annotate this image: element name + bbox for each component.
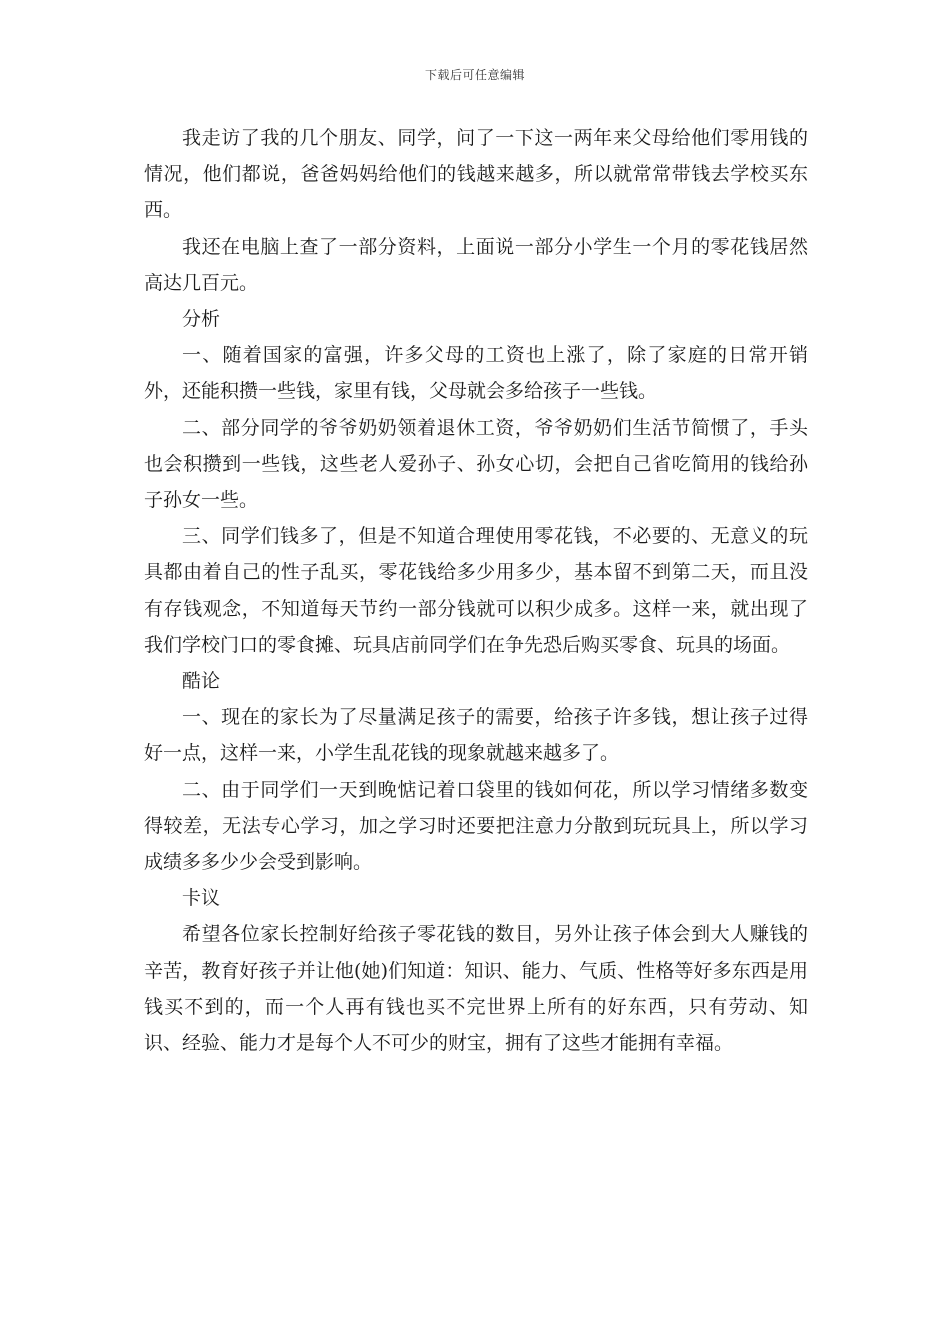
section-heading-suggestion: 卡议 bbox=[182, 887, 221, 910]
paragraph-discussion-1: 一、现在的家长为了尽量满足孩子的需要，给孩子许多钱，想让孩子过得好一点，这样一来，小学生乱花钱的现象就越来越多了。 bbox=[144, 706, 808, 765]
paragraph-survey-friends: 我走访了我的几个朋友、同学，问了一下这一两年来父母给他们零用钱的情况，他们都说，爸爸妈妈给他们的钱越来越多，所以就常常带钱去学校买东西。 bbox=[144, 127, 808, 222]
paragraph-discussion-2: 二、由于同学们一天到晚惦记着口袋里的钱如何花，所以学习情绪多数变得较差，无法专心学习，加之学习时还要把注意力分散到玩玩具上，所以学习成绩多多少少会受到影响。 bbox=[144, 778, 808, 874]
document-body bbox=[144, 120, 808, 1061]
section-heading-discussion: 酷论 bbox=[182, 670, 221, 693]
paragraph-analysis-2: 二、部分同学的爷爷奶奶领着退休工资，爷爷奶奶们生活节简惯了，手头也会积攒到一些钱，这些老人爱孙子、孙女心切，会把自己省吃简用的钱给孙子孙女一些。 bbox=[144, 416, 808, 512]
paragraph-analysis-3: 三、同学们钱多了，但是不知道合理使用零花钱，不必要的、无意义的玩具都由着自己的性子乱买，零花钱给多少用多少，基本留不到第二天，而且没有存钱观念，不知道每天节约一部分钱就可以积少成多。这样一来，就出现了我们学校门口的零食摊、玩具店前同学们在争先恐后购买零食、玩具的场面。 bbox=[144, 525, 808, 656]
paragraph-suggestion: 希望各位家长控制好给孩子零花钱的数目，另外让孩子体会到大人赚钱的辛苦，教育好孩子并让他(她)们知道：知识、能力、气质、性格等好多东西是用钱买不到的，而一个人再有钱也买不完世界上所有的好东西，只有劳动、知识、经验、能力才是每个人不可少的财宝，拥有了这些才能拥有幸福。 bbox=[144, 923, 808, 1055]
paragraph-analysis-1: 一、随着国家的富强，许多父母的工资也上涨了，除了家庭的日常开销外，还能积攒一些钱，家里有钱，父母就会多给孩子一些钱。 bbox=[144, 344, 808, 403]
section-heading-analysis: 分析 bbox=[182, 308, 221, 331]
paragraph-computer-research: 我还在电脑上查了一部分资料，上面说一部分小学生一个月的零花钱居然高达几百元。 bbox=[144, 235, 808, 294]
page-header: 下载后可任意编辑 bbox=[424, 68, 525, 82]
